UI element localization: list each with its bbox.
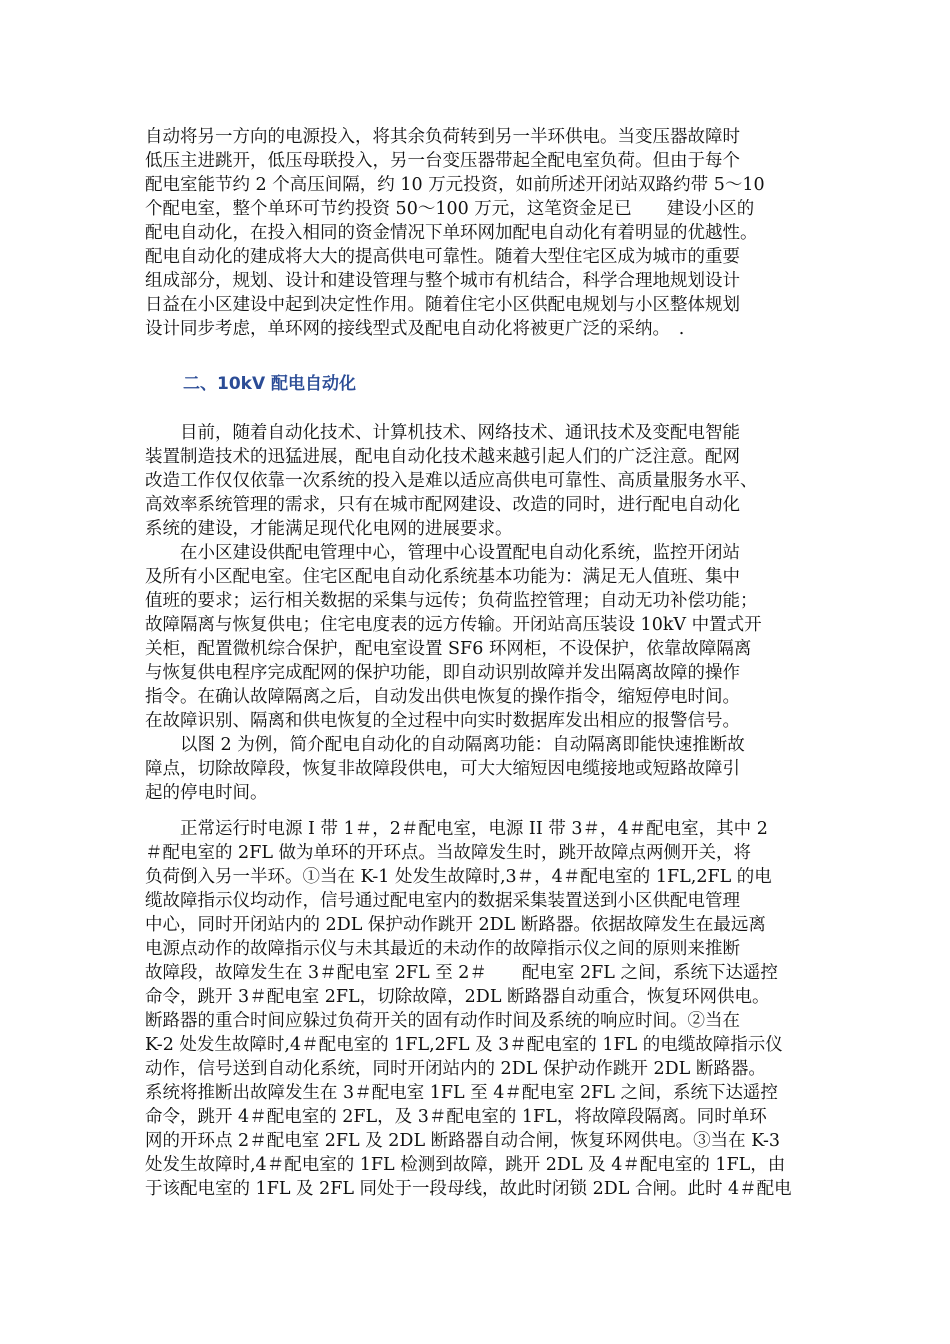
- text-line: 配电室能节约 2 个高压间隔，约 10 万元投资，如前所述开闭站双路约带 5～10: [145, 175, 765, 195]
- text-line: 配电自动化的建成将大大的提高供电可靠性。随着大型住宅区成为城市的重要: [145, 247, 740, 267]
- text-line: 装置制造技术的迅猛进展，配电自动化技术越来越引起人们的广泛注意。配网: [145, 447, 740, 467]
- text-line: 配电自动化，在投入相同的资金情况下单环网加配电自动化有着明显的优越性。: [145, 223, 758, 243]
- text-line: 命令，跳开 4＃配电室的 2FL，及 3＃配电室的 1FL，将故障段隔离。同时单环: [145, 1107, 767, 1127]
- text-line: 低压主进跳开，低压母联投入，另一台变压器带起全配电室负荷。但由于每个: [145, 151, 740, 171]
- text-line: 断路器的重合时间应躲过负荷开关的固有动作时间及系统的响应时间。②当在: [145, 1011, 740, 1031]
- text-line: 日益在小区建设中起到决定性作用。随着住宅小区供配电规划与小区整体规划: [145, 295, 740, 315]
- text-line: 起的停电时间。: [145, 783, 268, 803]
- text-line: 目前，随着自动化技术、计算机技术、网络技术、通讯技术及变配电智能: [145, 423, 740, 443]
- text-line: 个配电室，整个单环可节约投资 50～100 万元，这笔资金足已 建设小区的: [145, 199, 755, 219]
- text-line: 正常运行时电源 I 带 1＃，2＃配电室，电源 II 带 3＃，4＃配电室，其中 2: [145, 819, 768, 839]
- text-line: 故障段，故障发生在 3＃配电室 2FL 至 2＃ 配电室 2FL 之间，系统下达遥控: [145, 963, 778, 983]
- text-line: 高效率系统管理的需求，只有在城市配网建设、改造的同时，进行配电自动化: [145, 495, 740, 515]
- text-line: 以图 2 为例，简介配电自动化的自动隔离功能：自动隔离即能快速推断故: [145, 735, 745, 755]
- text-line: 处发生故障时,4＃配电室的 1FL 检测到故障，跳开 2DL 及 4＃配电室的 1FL，由: [145, 1155, 786, 1175]
- text-line: 在故障识别、隔离和供电恢复的全过程中向实时数据库发出相应的报警信号。: [145, 711, 740, 731]
- text-line: 自动将另一方向的电源投入，将其余负荷转到另一半环供电。当变压器故障时: [145, 127, 740, 147]
- text-line: 系统将推断出故障发生在 3＃配电室 1FL 至 4＃配电室 2FL 之间，系统下达遥控: [145, 1083, 778, 1103]
- text-line: 命令，跳开 3＃配电室 2FL，切除故障，2DL 断路器自动重合，恢复环网供电。: [145, 987, 770, 1007]
- section-heading: 二、10kV 配电自动化: [183, 374, 357, 394]
- text-line: ＃配电室的 2FL 做为单环的开环点。当故障发生时，跳开故障点两侧开关，将: [145, 843, 752, 863]
- text-line: 指令。在确认故障隔离之后，自动发出供电恢复的操作指令，缩短停电时间。: [145, 687, 740, 707]
- text-line: 与恢复供电程序完成配网的保护功能，即自动识别故障并发出隔离故障的操作: [145, 663, 740, 683]
- text-line: 缆故障指示仪均动作，信号通过配电室内的数据采集装置送到小区供配电管理: [145, 891, 740, 911]
- text-line: 关柜，配置微机综合保护，配电室设置 SF6 环网柜，不设保护，依靠故障隔离: [145, 639, 752, 659]
- text-line: 值班的要求；运行相关数据的采集与远传；负荷监控管理；自动无功补偿功能；: [145, 591, 758, 611]
- text-line: 中心，同时开闭站内的 2DL 保护动作跳开 2DL 断路器。依据故障发生在最远离: [145, 915, 766, 935]
- text-line: 负荷倒入另一半环。①当在 K-1 处发生故障时,3＃，4＃配电室的 1FL,2FL 的电: [145, 867, 772, 887]
- text-line: 在小区建设供配电管理中心，管理中心设置配电自动化系统，监控开闭站: [145, 543, 740, 563]
- text-line: 电源点动作的故障指示仪与未其最近的未动作的故障指示仪之间的原则来推断: [145, 939, 740, 959]
- text-line: K-2 处发生故障时,4＃配电室的 1FL,2FL 及 3＃配电室的 1FL 的电缆故障指示仪: [145, 1035, 783, 1055]
- text-line: 及所有小区配电室。住宅区配电自动化系统基本功能为：满足无人值班、集中: [145, 567, 740, 587]
- text-line: 设计同步考虑，单环网的接线型式及配电自动化将被更广泛的采纳。 .: [145, 319, 685, 339]
- text-line: 动作，信号送到自动化系统，同时开闭站内的 2DL 保护动作跳开 2DL 断路器。: [145, 1059, 766, 1079]
- text-line: 于该配电室的 1FL 及 2FL 同处于一段母线，故此时闭锁 2DL 合闸。此时 4＃配电: [145, 1179, 792, 1199]
- text-line: 故障隔离与恢复供电；住宅电度表的远方传输。开闭站高压装设 10kV 中置式开: [145, 615, 762, 635]
- text-line: 障点，切除故障段，恢复非故障段供电，可大大缩短因电缆接地或短路故障引: [145, 759, 740, 779]
- text-line: 组成部分，规划、设计和建设管理与整个城市有机结合，科学合理地规划设计: [145, 271, 740, 291]
- text-line: 系统的建设，才能满足现代化电网的进展要求。: [145, 519, 513, 539]
- text-line: 网的开环点 2＃配电室 2FL 及 2DL 断路器自动合闸，恢复环网供电。③当在 K-3: [145, 1131, 781, 1151]
- text-line: 改造工作仅仅依靠一次系统的投入是难以适应高供电可靠性、高质量服务水平、: [145, 471, 758, 491]
